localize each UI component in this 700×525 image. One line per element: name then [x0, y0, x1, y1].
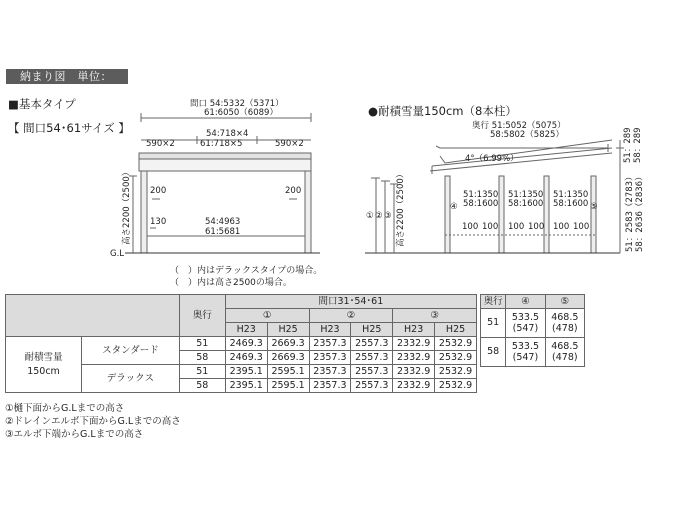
overhang-51: 51：289 [623, 127, 633, 163]
value-main: 468.5 [551, 341, 579, 352]
depth-cell: 51 [179, 337, 225, 351]
footnote-2: ②ドレインエルボ下面からG.Lまでの高さ [5, 416, 181, 427]
snow-load-cell [6, 337, 82, 393]
bay-3-51: 51:1350 [553, 190, 589, 200]
value-cell [545, 309, 584, 338]
depth-header: 奥行 [179, 295, 225, 337]
value-main: 468.5 [551, 312, 579, 323]
height-label-right: 高さ2200（2500） [396, 169, 406, 247]
post-gap-6: 100 [573, 222, 590, 232]
value-cell: 2557.3 [351, 337, 393, 351]
segment-left: 590×2 [146, 139, 175, 149]
value-cell: 2532.9 [435, 379, 477, 393]
note-deluxe: （ ）内はデラックスタイプの場合。 [170, 266, 323, 276]
sub-h23: H23 [393, 323, 435, 337]
frontage-header: 間口31･54･61 [225, 295, 476, 309]
value-deluxe: (547) [512, 323, 539, 334]
standard-label: スタンダード [82, 337, 180, 365]
inner-width-61: 61:5681 [205, 227, 241, 237]
value-cell: 2595.1 [267, 379, 309, 393]
dim-200-left: 200 [150, 186, 167, 196]
post-gap-5: 100 [553, 222, 570, 232]
height-label-left: 高さ2200（2500） [122, 167, 132, 245]
value-cell: 2357.3 [309, 365, 351, 379]
depth-cell: 58 [481, 338, 506, 367]
value-cell: 2532.9 [435, 337, 477, 351]
inner-width-54: 54:4963 [205, 217, 241, 227]
value-cell [506, 309, 545, 338]
value-cell: 2395.1 [225, 379, 267, 393]
circle-5-marker: ⑤ [590, 202, 598, 212]
post-gap-3: 100 [508, 222, 525, 232]
deluxe-label: デラックス [82, 365, 180, 393]
group-3-header: ③ [393, 309, 477, 323]
depth-cell: 58 [179, 351, 225, 365]
value-cell [506, 338, 545, 367]
width-label-2: 61:6050（6089） [204, 108, 278, 118]
value-cell: 2357.3 [309, 351, 351, 365]
dim-130: 130 [150, 217, 167, 227]
dim-200-right: 200 [285, 186, 302, 196]
bay-3-58: 58:1600 [553, 199, 589, 209]
sub-h25: H25 [351, 323, 393, 337]
page-title: 納まり図 単位：mm [6, 69, 128, 84]
value-cell: 2557.3 [351, 351, 393, 365]
value-cell: 2595.1 [267, 365, 309, 379]
depth-cell: 51 [179, 365, 225, 379]
value-cell: 2669.3 [267, 337, 309, 351]
side-table [480, 294, 585, 367]
post-gap-1: 100 [462, 222, 479, 232]
value-cell: 2532.9 [435, 351, 477, 365]
bay-1-58: 58:1600 [463, 199, 499, 209]
total-height-58: 58：2636（2836） [635, 172, 645, 252]
value-main: 533.5 [511, 312, 540, 323]
mid-span-61: 61:718×5 [200, 139, 243, 149]
snow-load-title: ●耐積雪量150cm（8本柱） [368, 104, 517, 118]
value-cell: 2669.3 [267, 351, 309, 365]
side-depth-header: 奥行 [481, 295, 506, 309]
depth-cell: 58 [179, 379, 225, 393]
post-gap-2: 100 [482, 222, 499, 232]
value-main: 533.5 [511, 341, 540, 352]
value-cell: 2332.9 [393, 379, 435, 393]
value-cell: 2332.9 [393, 365, 435, 379]
value-cell: 2532.9 [435, 365, 477, 379]
bay-1-51: 51:1350 [463, 190, 499, 200]
circle-4-marker: ④ [450, 202, 458, 212]
basic-type-title: ■基本タイプ [8, 97, 76, 111]
table-row [481, 338, 585, 367]
sub-h23: H23 [225, 323, 267, 337]
side-header-5: ⑤ [545, 295, 584, 309]
width-label: 間口 54:5332（5371） [190, 99, 284, 109]
note-height: （ ）内は高さ2500の場合。 [170, 278, 292, 288]
value-cell: 2332.9 [393, 351, 435, 365]
snow-load-value: 150cm [27, 365, 60, 377]
value-cell: 2557.3 [351, 365, 393, 379]
sub-h25: H25 [267, 323, 309, 337]
post-gap-4: 100 [528, 222, 545, 232]
value-cell: 2469.3 [225, 337, 267, 351]
table-row [481, 309, 585, 338]
table-row [6, 337, 477, 351]
mid-span-54: 54:718×4 [206, 129, 249, 139]
group-1-header: ① [225, 309, 309, 323]
slope-label: 4°（6.99%） [465, 154, 519, 164]
value-cell [545, 338, 584, 367]
segment-right: 590×2 [275, 139, 304, 149]
sub-h23: H23 [309, 323, 351, 337]
snow-load-label: 耐積雪量 [24, 351, 63, 363]
value-cell: 2469.3 [225, 351, 267, 365]
circle-3-marker: ③ [384, 211, 392, 221]
depth-label: 奥行 51:5052（5075） [472, 121, 566, 131]
value-deluxe: (547) [512, 352, 539, 363]
total-height-51: 51：2583（2783） [625, 172, 635, 252]
height-table [5, 294, 477, 393]
value-deluxe: (478) [552, 352, 578, 363]
side-header-4: ④ [506, 295, 545, 309]
value-cell: 2395.1 [225, 365, 267, 379]
value-cell: 2357.3 [309, 379, 351, 393]
value-cell: 2332.9 [393, 337, 435, 351]
depth-label-2: 58:5802（5825） [490, 130, 564, 140]
gl-label: G.L [110, 249, 125, 259]
value-deluxe: (478) [552, 323, 578, 334]
bay-2-51: 51:1350 [508, 190, 544, 200]
footnote-3: ③エルボ下端からG.Lまでの高さ [5, 429, 144, 440]
circle-1-marker: ① [366, 211, 374, 221]
size-label: 【 間口54･61サイズ 】 [8, 121, 130, 135]
footnote-1: ①樋下面からG.Lまでの高さ [5, 403, 125, 414]
depth-cell: 51 [481, 309, 506, 338]
bay-2-58: 58:1600 [508, 199, 544, 209]
circle-2-marker: ② [375, 211, 383, 221]
group-2-header: ② [309, 309, 393, 323]
overhang-58: 58：289 [633, 127, 643, 163]
value-cell: 2557.3 [351, 379, 393, 393]
sub-h25: H25 [435, 323, 477, 337]
value-cell: 2357.3 [309, 337, 351, 351]
